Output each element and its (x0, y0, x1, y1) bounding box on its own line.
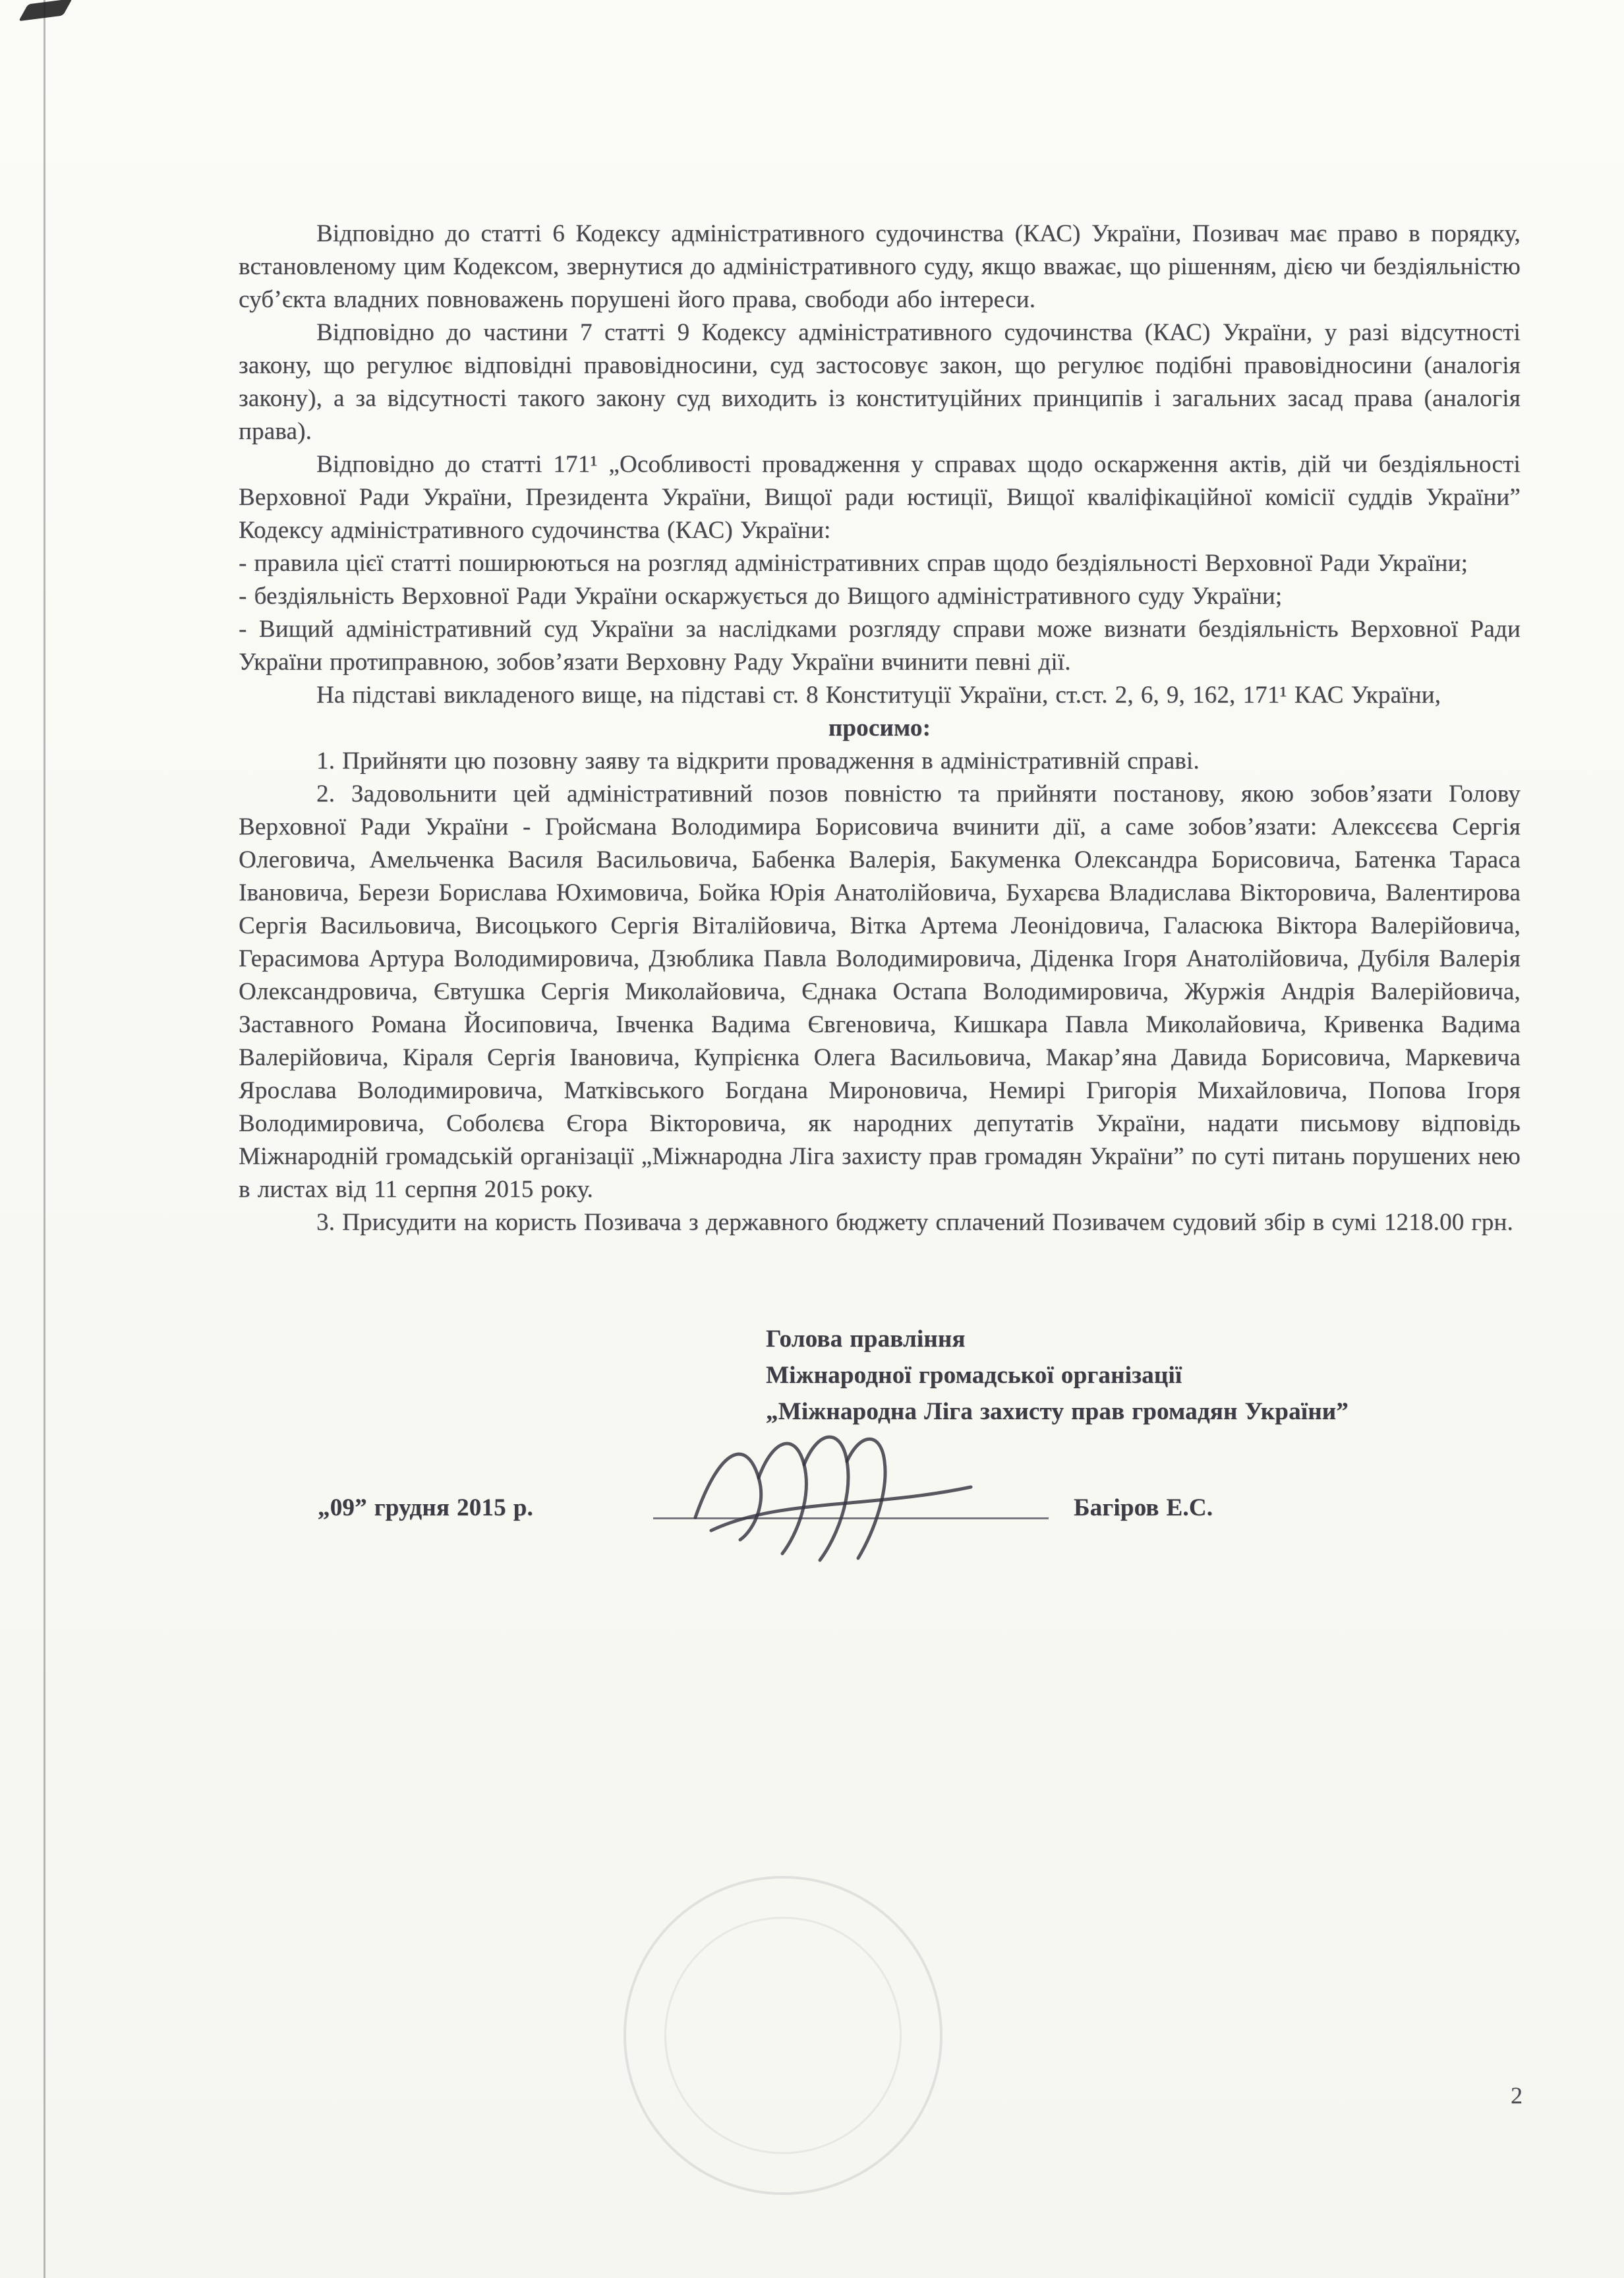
page-number: 2 (1511, 2082, 1522, 2109)
handwritten-signature-icon (673, 1417, 983, 1575)
signatory-title-block (766, 1321, 1521, 1430)
paragraph-article-6: Відповідно до статті 6 Кодексу адміністративного судочинства (КАС) України, Позивач має право в порядку, встановленому цим Кодексом, звернутися до адміністративного суду, якщо вважає, що рішенням, дією чи бездіяльністю суб’єкта владних повноважень порушені його права, свободи або інтереси. (239, 220, 1521, 313)
paragraph-article-9: Відповідно до частини 7 статті 9 Кодексу адміністративного судочинства (КАС) України, у разі відсутності закону, що регулює відповідні правовідносини, суд застосовує закон, що регулює подібні правовідносини (аналогія закону), а за відсутності такого закону суд виходить із конституційних принципів і загальних засад права (аналогія права). (239, 319, 1521, 445)
scan-left-edge-line (44, 0, 45, 2278)
paragraph-article-171-item-3: - Вищий адміністративний суд України за наслідками розгляду справи може визнати бездіяльність Верховної Ради України протиправною, зобов’язати Верховну Раду України вчинити певні дії. (239, 616, 1521, 676)
signatory-organization-name: „Міжнародна Ліга захисту прав громадян України” (766, 1398, 1348, 1425)
signatory-name: Багіров Е.С. (1074, 1494, 1213, 1521)
paragraph-article-171-item-1: - правила цієї статті поширюються на розгляд адміністративних справ щодо бездіяльності Верховної Ради України; (239, 550, 1468, 577)
request-item-2: 2. Задовольнити цей адміністративний позов повністю та прийняти постанову, якою зобов’язати Голову Верховної Ради України - Гройсмана Володимира Борисовича вчинити дії, а саме зобов’язати: Алексєєва Сергія Олеговича, Амельченка Василя Васильовича, Бабенка Валерія, Бакуменка Олександра Борисовича, Батенка Тараса Івановича, Берези Борислава Юхимовича, Бойка Юрія Анатолійовича, Бухарєва Владислава Вікторовича, Валентирова Сергія Васильовича, Висоцького Сергія Віталійовича, Вітка Артема Леонідовича, Галасюка Віктора Валерійовича, Герасимова Артура Володимировича, Дзюблика Павла Володимировича, Діденка Ігоря Анатолійовича, Дубіля Валерія Олександровича, Євтушка Сергія Миколайовича, Єднака Остапа Володимировича, Журжія Андрія Валерійовича, Заставного Романа Йосиповича, Івченка Вадима Євгеновича, Кишкара Павла Миколайовича, Кривенка Вадима Валерійовича, Кіраля Сергія Івановича, Купрієнка Олега Васильовича, Макар’яна Давида Борисовича, Маркевича Ярослава Володимировича, Матківського Богдана Мироновича, Немирі Григорія Михайловича, Попова Ігоря Володимировича, Соболєва Єгора Вікторовича, як народних депутатів України, надати письмову відповідь Міжнародній громадській організації „Міжнародна Ліга захисту прав громадян України” по суті питань порушених нею в листах від 11 серпня 2015 року. (239, 780, 1521, 1203)
request-heading: просимо: (828, 715, 931, 742)
signatory-organization-type: Міжнародної громадської організації (766, 1362, 1182, 1389)
request-item-1: 1. Прийняти цю позовну заяву та відкрити провадження в адміністративній справі. (316, 747, 1200, 774)
document-body (239, 218, 1521, 1525)
paragraph-article-171-intro: Відповідно до статті 171¹ „Особливості провадження у справах щодо оскарження актів, дій чи бездіяльності Верховної Ради України, Президента України, Вищої ради юстиції, Вищої кваліфікаційної комісії суддів України” Кодексу адміністративного судочинства (КАС) України: (239, 451, 1521, 544)
signature-date: „09” грудня 2015 р. (318, 1494, 533, 1521)
signature-line (653, 1513, 1049, 1519)
paragraph-legal-basis: На підставі викладеного вище, на підставі ст. 8 Конституції України, ст.ст. 2, 6, 9, 162, 171¹ КАС України, (316, 682, 1441, 709)
signatory-position: Голова правління (766, 1326, 966, 1353)
signature-row (239, 1492, 1521, 1525)
round-stamp-mark (624, 1876, 942, 2195)
paragraph-article-171-item-2: - бездіяльність Верховної Ради України оскаржується до Вищого адміністративного суду України; (239, 583, 1283, 610)
scan-corner-mark (18, 0, 72, 21)
request-item-3: 3. Присудити на користь Позивача з державного бюджету сплачений Позивачем судовий збір в сумі 1218.00 грн. (316, 1209, 1513, 1236)
